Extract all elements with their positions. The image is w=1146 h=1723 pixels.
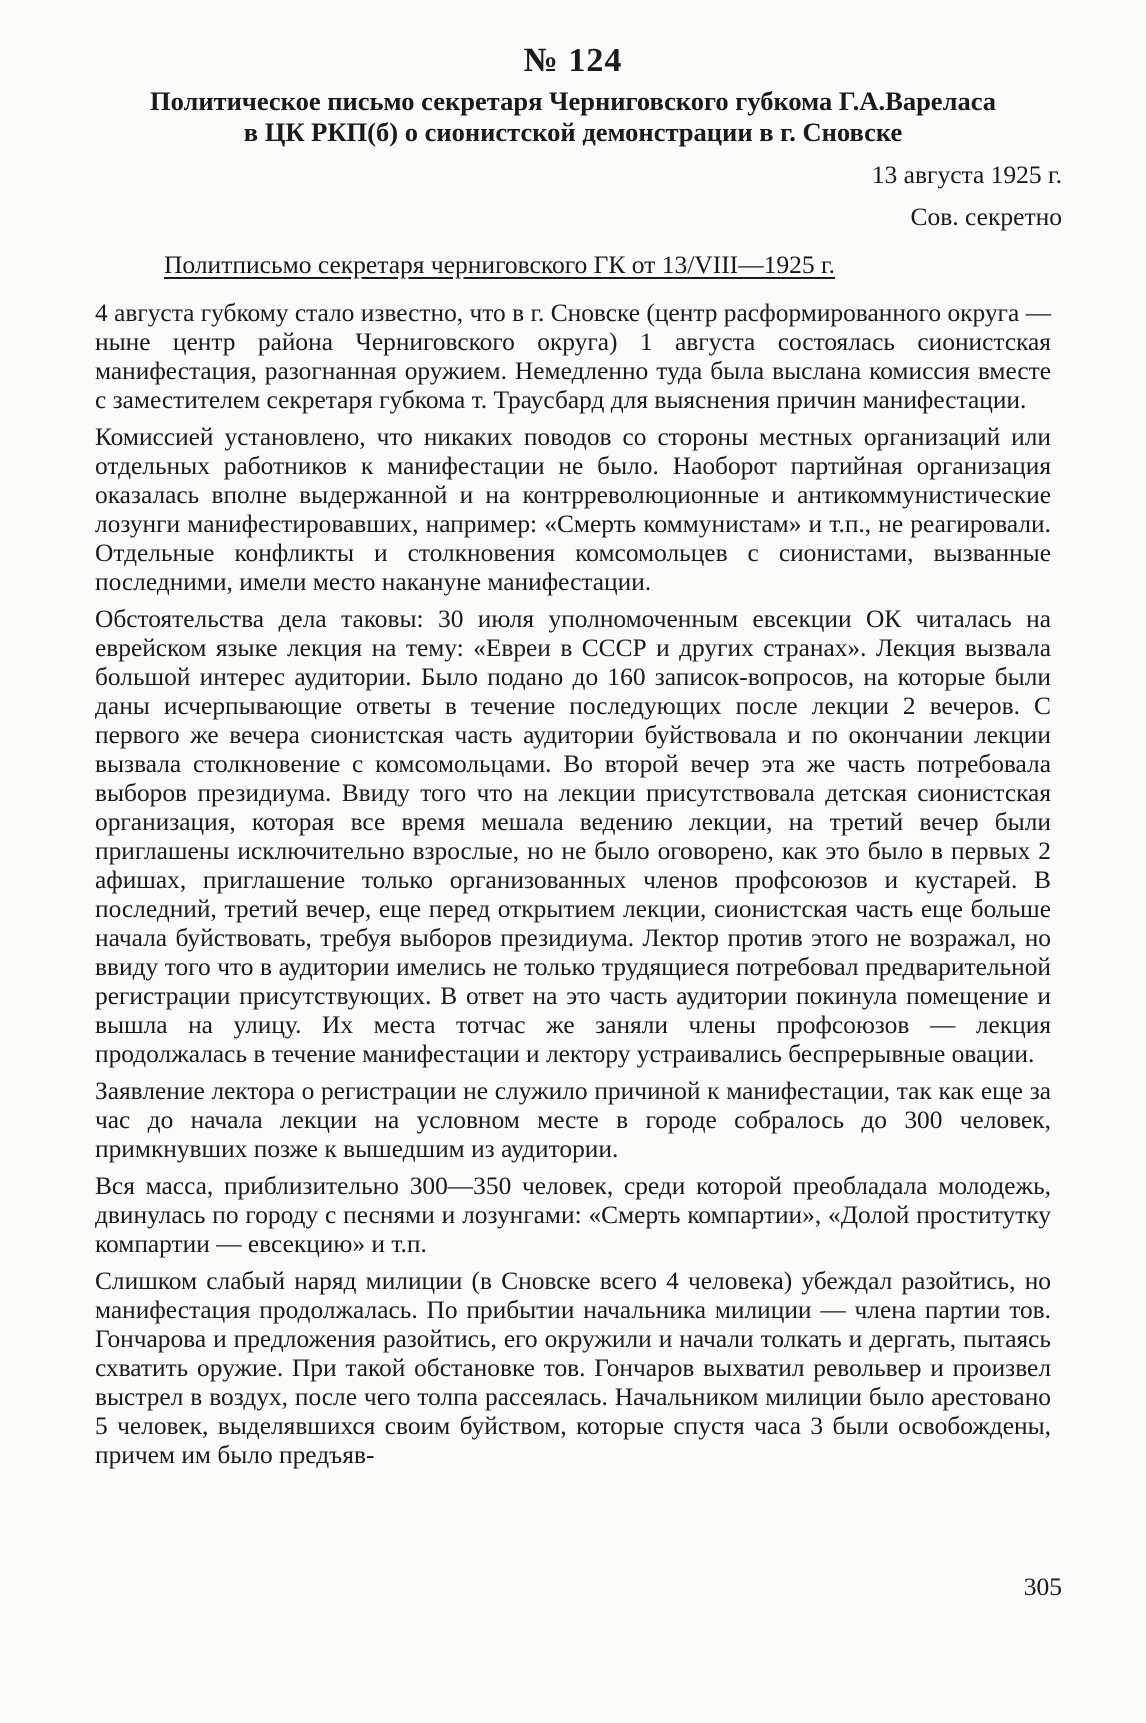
document-heading: Политписьмо секретаря черниговского ГК от 13/VIII—1925 г.	[164, 250, 836, 279]
document-title-line-2: в ЦК РКП(б) о сионистской демонстрации в г. Сновске	[243, 117, 903, 147]
classification-stamp: Сов. секретно	[910, 202, 1062, 231]
document-title	[60, 86, 1086, 148]
body-paragraph: Комиссией установлено, что никаких поводов со стороны местных организаций или отдельных работников к манифестации не было. Наоборот партийная организация оказалась вполне выдержанной и на контрреволюционные и антикоммунистические лозунги манифестировавших, например: «Смерть коммунистам» и т.п., не реагировали. Отдельные конфликты и столкновения комсомольцев с сионистами, вызванные последними, имели место накануне манифестации.	[95, 423, 1051, 596]
body-paragraph: 4 августа губкому стало известно, что в г. Сновске (центр расформированного округа — ныне центр района Черниговского округа) 1 августа состоялась сионистская манифестация, разогнанная оружием. Немедленно туда была выслана комиссия вместе с заместителем секретаря губкома т. Траусбард для выяснения причин манифестации.	[95, 299, 1051, 414]
body-paragraph: Слишком слабый наряд милиции (в Сновске всего 4 человека) убеждал разойтись, но манифестация продолжалась. По прибытии начальника милиции — члена партии тов. Гончарова и предложения разойтись, его окружили и начали толкать и дергать, пытаясь схватить оружие. При такой обстановке тов. Гончаров выхватил револьвер и произвел выстрел в воздух, после чего толпа рассеялась. Начальником милиции было арестовано 5 человек, выделявшихся своим буйством, которые спустя часа 3 были освобождены, причем им было предъяв-	[95, 1267, 1051, 1469]
page-number: 305	[1023, 1572, 1062, 1601]
body-paragraph: Обстоятельства дела таковы: 30 июля уполномоченным евсекции ОК читалась на еврейском языке лекция на тему: «Евреи в СССР и других странах». Лекция вызвала большой интерес аудитории. Было подано до 160 записок-вопросов, на которые были даны исчерпывающие ответы в течение последующих после лекции 2 вечеров. С первого же вечера сионистская часть аудитории буйствовала и по окончании лекции вызвала столкновение с комсомольцами. Во второй вечер эта же часть потребовала выборов президиума. Ввиду того что на лекции присутствовала детская сионистская организация, которая все время мешала ведению лекции, на третий вечер были приглашены исключительно взрослые, но не было оговорено, как это было в первых 2 афишах, приглашение только организованных членов профсоюзов и кустарей. В последний, третий вечер, еще перед открытием лекции, сионистская часть еще больше начала буйствовать, требуя выборов президиума. Лектор против этого не возражал, но ввиду того что в аудитории имелись не только трудящиеся потребовал предварительной регистрации присутствующих. В ответ на это часть аудитории покинула помещение и вышла на улицу. Их места тотчас же заняли члены профсоюзов — лекция продолжалась в течение манифестации и лектору устраивались беспрерывные овации.	[95, 605, 1051, 1068]
body-paragraph: Вся масса, приблизительно 300—350 человек, среди которой преобладала молодежь, двинулась по городу с песнями и лозунгами: «Смерть компартии», «Долой проститутку компартии — евсекцию» и т.п.	[95, 1172, 1051, 1258]
body-paragraph: Заявление лектора о регистрации не служило причиной к манифестации, так как еще за час до начала лекции на условном месте в городе собралось до 300 человек, примкнувших позже к вышедшим из аудитории.	[95, 1077, 1051, 1163]
document-date: 13 августа 1925 г.	[871, 160, 1062, 189]
document-body	[95, 299, 1051, 1478]
document-number: № 124	[523, 42, 623, 79]
document-title-line-1: Политическое письмо секретаря Черниговского губкома Г.А.Вареласа	[149, 86, 997, 116]
